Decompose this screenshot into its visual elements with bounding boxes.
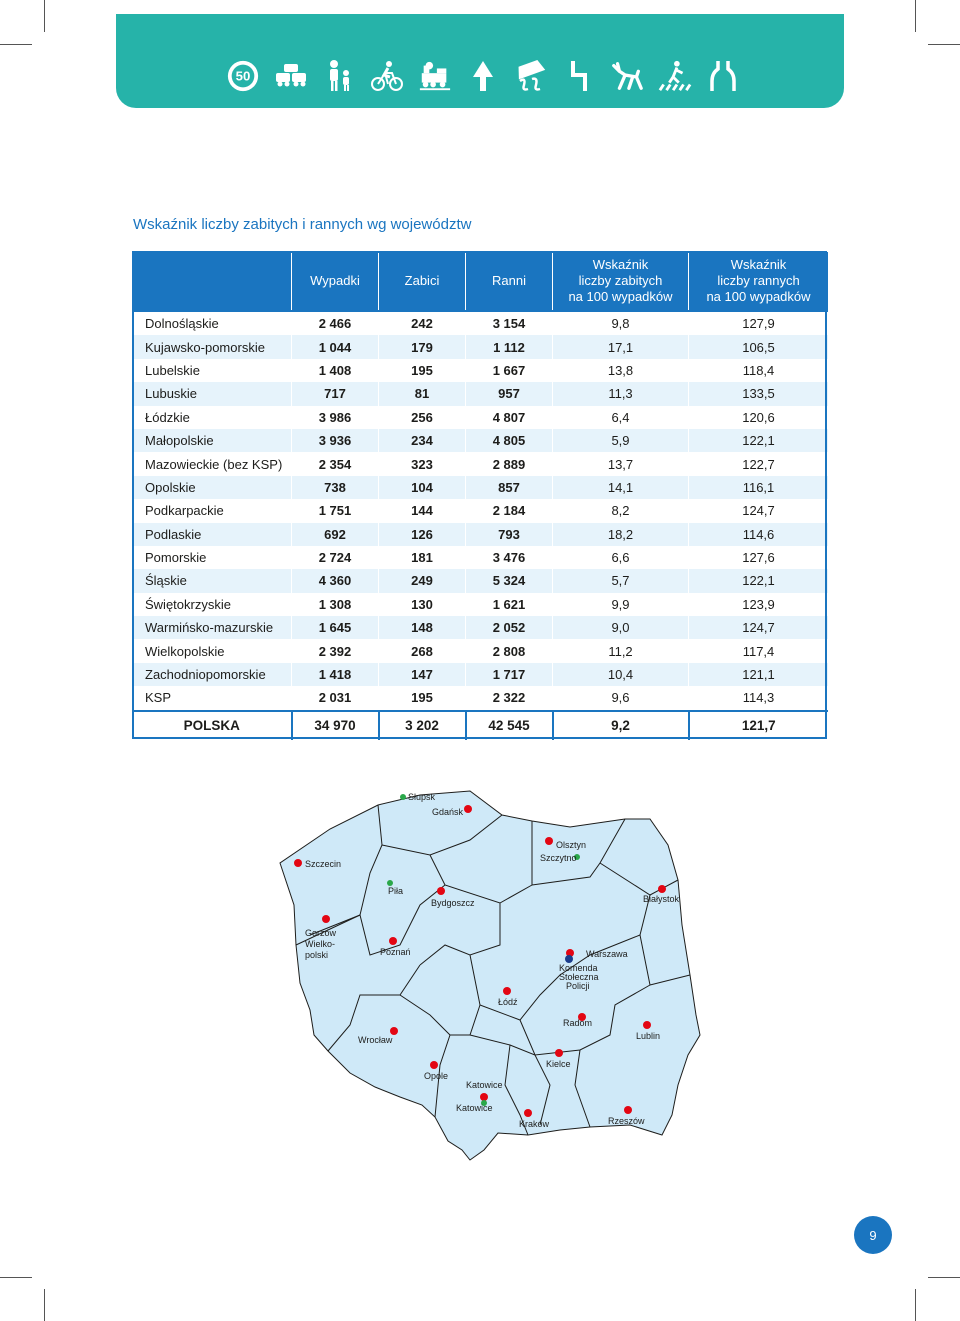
slupsk-marker <box>400 794 406 800</box>
total-zabici: 3 202 <box>379 711 466 740</box>
city-label: Bydgoszcz <box>431 898 475 908</box>
city-label: Gdańsk <box>432 807 464 817</box>
railway-crossing-icon <box>418 59 452 93</box>
wypadki-cell: 1 418 <box>292 663 379 686</box>
wskaznik-zabitych-cell: 17,1 <box>553 335 689 358</box>
total-wypadki: 34 970 <box>292 711 379 740</box>
wskaznik-zabitych-cell: 8,2 <box>553 499 689 522</box>
ranni-cell: 2 808 <box>466 639 553 662</box>
total-ranni: 42 545 <box>466 711 553 740</box>
ranni-cell: 3 476 <box>466 546 553 569</box>
table-row <box>133 406 828 429</box>
ranni-cell: 1 717 <box>466 663 553 686</box>
wypadki-cell: 1 751 <box>292 499 379 522</box>
table-header-row <box>133 252 828 311</box>
bydgoszcz-marker <box>437 887 445 895</box>
city-label: Gorzów <box>305 928 337 938</box>
ranni-cell: 857 <box>466 476 553 499</box>
ranni-cell: 1 667 <box>466 359 553 382</box>
city-label: Rzeszów <box>608 1116 645 1126</box>
wypadki-cell: 2 392 <box>292 639 379 662</box>
wskaznik-rannych-cell: 122,1 <box>689 429 829 452</box>
ranni-cell: 2 052 <box>466 616 553 639</box>
zabici-cell: 148 <box>379 616 466 639</box>
region-cell: Świętokrzyskie <box>133 593 292 616</box>
header-region <box>133 252 292 311</box>
wypadki-cell: 3 986 <box>292 406 379 429</box>
table-row <box>133 382 828 405</box>
region-cell: Lubelskie <box>133 359 292 382</box>
wskaznik-zabitych-cell: 18,2 <box>553 523 689 546</box>
total-wskaznik-rannych: 121,7 <box>689 711 829 740</box>
region-cell: Mazowieckie (bez KSP) <box>133 452 292 475</box>
road-narrowing-icon <box>706 59 740 93</box>
ranni-cell: 4 807 <box>466 406 553 429</box>
city-label: Policji <box>566 981 590 991</box>
ranni-cell: 4 805 <box>466 429 553 452</box>
region-cell: Dolnośląskie <box>133 311 292 335</box>
wskaznik-zabitych-cell: 9,0 <box>553 616 689 639</box>
region-cell: Łódzkie <box>133 406 292 429</box>
wskaznik-zabitych-cell: 9,8 <box>553 311 689 335</box>
speed-limit-50-icon <box>226 59 260 93</box>
wypadki-cell: 1 408 <box>292 359 379 382</box>
wypadki-cell: 4 360 <box>292 569 379 592</box>
total-wskaznik-zabitych: 9,2 <box>553 711 689 740</box>
traffic-jam-icon <box>274 59 308 93</box>
crop-mark <box>44 0 45 32</box>
wskaznik-rannych-cell: 122,1 <box>689 569 829 592</box>
table-row <box>133 593 828 616</box>
zabici-cell: 144 <box>379 499 466 522</box>
region-cell: Podlaskie <box>133 523 292 546</box>
header-ranni: Ranni <box>466 252 553 311</box>
krakow-marker <box>524 1109 532 1117</box>
pedestrian-crossing-icon <box>658 59 692 93</box>
city-label: Wielko- <box>305 939 336 949</box>
wroclaw-marker <box>390 1027 398 1035</box>
wypadki-cell: 3 936 <box>292 429 379 452</box>
zabici-cell: 195 <box>379 359 466 382</box>
wypadki-cell: 692 <box>292 523 379 546</box>
wskaznik-rannych-cell: 127,6 <box>689 546 829 569</box>
poland-police-map <box>270 785 710 1175</box>
ranni-cell: 3 154 <box>466 311 553 335</box>
crop-mark <box>44 1289 45 1321</box>
lublin-marker <box>643 1021 651 1029</box>
region-cell: Kujawsko-pomorskie <box>133 335 292 358</box>
katowice-marker <box>480 1093 488 1101</box>
wskaznik-rannych-cell: 118,4 <box>689 359 829 382</box>
wskaznik-zabitych-cell: 9,9 <box>553 593 689 616</box>
crop-mark <box>915 0 916 32</box>
zabici-cell: 242 <box>379 311 466 335</box>
zabici-cell: 323 <box>379 452 466 475</box>
wskaznik-zabitych-cell: 6,4 <box>553 406 689 429</box>
header-wypadki: Wypadki <box>292 252 379 311</box>
crop-mark <box>915 1289 916 1321</box>
region-cell: Warmińsko-mazurskie <box>133 616 292 639</box>
city-label: Radom <box>563 1018 593 1028</box>
bialystok-marker <box>658 885 666 893</box>
city-label: Opole <box>424 1071 449 1081</box>
ranni-cell: 2 889 <box>466 452 553 475</box>
wskaznik-rannych-cell: 122,7 <box>689 452 829 475</box>
statistics-table <box>133 252 828 740</box>
crop-mark <box>0 44 32 45</box>
region-cell: Lubuskie <box>133 382 292 405</box>
rzeszow-marker <box>624 1106 632 1114</box>
region-cell: Pomorskie <box>133 546 292 569</box>
wskaznik-rannych-cell: 116,1 <box>689 476 829 499</box>
ranni-cell: 793 <box>466 523 553 546</box>
wskaznik-zabitych-cell: 11,3 <box>553 382 689 405</box>
zabici-cell: 130 <box>379 593 466 616</box>
city-label: polski <box>305 950 329 960</box>
city-label: Olsztyn <box>556 840 587 850</box>
wskaznik-zabitych-cell: 11,2 <box>553 639 689 662</box>
table-row <box>133 359 828 382</box>
ranni-cell: 1 112 <box>466 335 553 358</box>
region-cell: Opolskie <box>133 476 292 499</box>
city-label: Kielce <box>546 1059 571 1069</box>
table-row <box>133 499 828 522</box>
lodz-marker <box>503 987 511 995</box>
region-cell: Małopolskie <box>133 429 292 452</box>
opole-marker <box>430 1061 438 1069</box>
ranni-cell: 5 324 <box>466 569 553 592</box>
ranni-cell: 2 184 <box>466 499 553 522</box>
zabici-cell: 81 <box>379 382 466 405</box>
table-row <box>133 452 828 475</box>
wypadki-cell: 2 031 <box>292 686 379 710</box>
city-label: Szczecin <box>305 859 342 869</box>
wskaznik-zabitych-cell: 13,8 <box>553 359 689 382</box>
city-label: Kraków <box>519 1119 550 1129</box>
table-row <box>133 663 828 686</box>
zabici-cell: 268 <box>379 639 466 662</box>
ksp-marker <box>565 955 573 963</box>
wskaznik-rannych-cell: 114,6 <box>689 523 829 546</box>
road-sign-icons <box>226 56 740 96</box>
wild-animals-icon <box>610 59 644 93</box>
city-label: Warszawa <box>586 949 628 959</box>
ranni-cell: 2 322 <box>466 686 553 710</box>
city-label: Wrocław <box>358 1035 393 1045</box>
header-wskaznik-rannych: Wskaźnik liczby rannych na 100 wypadków <box>689 252 829 311</box>
gdansk-marker <box>464 805 472 813</box>
wskaznik-zabitych-cell: 5,7 <box>553 569 689 592</box>
zabici-cell: 234 <box>379 429 466 452</box>
wskaznik-rannych-cell: 133,5 <box>689 382 829 405</box>
wskaznik-rannych-cell: 121,1 <box>689 663 829 686</box>
table-row <box>133 311 828 335</box>
wskaznik-rannych-cell: 124,7 <box>689 616 829 639</box>
city-label: Katowice <box>456 1103 493 1113</box>
wypadki-cell: 1 308 <box>292 593 379 616</box>
olsztyn-marker <box>545 837 553 845</box>
tree-icon <box>466 59 500 93</box>
gorzow-marker <box>322 915 330 923</box>
table-row <box>133 476 828 499</box>
cyclist-icon <box>370 59 404 93</box>
city-label: Stołeczna <box>559 972 599 982</box>
region-cell: Wielkopolskie <box>133 639 292 662</box>
wypadki-cell: 717 <box>292 382 379 405</box>
zabici-cell: 181 <box>379 546 466 569</box>
zabici-cell: 147 <box>379 663 466 686</box>
table-row <box>133 523 828 546</box>
wskaznik-zabitych-cell: 14,1 <box>553 476 689 499</box>
city-label: Słupsk <box>408 792 436 802</box>
table-row <box>133 429 828 452</box>
wskaznik-rannych-cell: 124,7 <box>689 499 829 522</box>
region-cell: KSP <box>133 686 292 710</box>
table-row <box>133 686 828 710</box>
total-name: POLSKA <box>133 711 292 740</box>
zabici-cell: 195 <box>379 686 466 710</box>
ranni-cell: 957 <box>466 382 553 405</box>
kielce-marker <box>555 1049 563 1057</box>
wskaznik-zabitych-cell: 13,7 <box>553 452 689 475</box>
header-wskaznik-zabitych: Wskaźnik liczby zabitych na 100 wypadków <box>553 252 689 311</box>
wskaznik-rannych-cell: 123,9 <box>689 593 829 616</box>
city-label: Lublin <box>636 1031 661 1041</box>
zabici-cell: 249 <box>379 569 466 592</box>
crop-mark <box>928 1277 960 1278</box>
wypadki-cell: 1 044 <box>292 335 379 358</box>
zabici-cell: 126 <box>379 523 466 546</box>
table-row <box>133 546 828 569</box>
wskaznik-rannych-cell: 114,3 <box>689 686 829 710</box>
winding-road-icon <box>562 59 596 93</box>
header-zabici: Zabici <box>379 252 466 311</box>
pedestrians-icon <box>322 59 356 93</box>
city-label: Katowice <box>466 1080 503 1090</box>
region-cell: Zachodniopomorskie <box>133 663 292 686</box>
total-row <box>133 711 828 740</box>
speed-limit-label: 50 <box>235 68 251 84</box>
zabici-cell: 256 <box>379 406 466 429</box>
page-number: 9 <box>854 1216 892 1254</box>
wypadki-cell: 1 645 <box>292 616 379 639</box>
city-label: Piła <box>388 886 404 896</box>
section-title: Wskaźnik liczby zabitych i rannych wg województw <box>133 216 472 233</box>
table-row <box>133 639 828 662</box>
table-row <box>133 616 828 639</box>
zabici-cell: 179 <box>379 335 466 358</box>
region-cell: Śląskie <box>133 569 292 592</box>
city-label: Komenda <box>559 963 598 973</box>
city-label: Szczytno <box>540 853 577 863</box>
wypadki-cell: 2 724 <box>292 546 379 569</box>
szczecin-marker <box>294 859 302 867</box>
wskaznik-zabitych-cell: 9,6 <box>553 686 689 710</box>
city-label: Łódź <box>498 997 518 1007</box>
zabici-cell: 104 <box>379 476 466 499</box>
ranni-cell: 1 621 <box>466 593 553 616</box>
poznan-marker <box>389 937 397 945</box>
wskaznik-zabitych-cell: 5,9 <box>553 429 689 452</box>
crop-mark <box>928 44 960 45</box>
wypadki-cell: 2 466 <box>292 311 379 335</box>
wskaznik-rannych-cell: 117,4 <box>689 639 829 662</box>
table-row <box>133 335 828 358</box>
city-label: Poznań <box>380 947 411 957</box>
crop-mark <box>0 1277 32 1278</box>
wskaznik-rannych-cell: 106,5 <box>689 335 829 358</box>
wypadki-cell: 2 354 <box>292 452 379 475</box>
table-row <box>133 569 828 592</box>
wskaznik-rannych-cell: 127,9 <box>689 311 829 335</box>
wskaznik-zabitych-cell: 10,4 <box>553 663 689 686</box>
slippery-road-icon <box>514 59 548 93</box>
region-cell: Podkarpackie <box>133 499 292 522</box>
wskaznik-zabitych-cell: 6,6 <box>553 546 689 569</box>
wypadki-cell: 738 <box>292 476 379 499</box>
city-label: Białystok <box>643 894 680 904</box>
wskaznik-rannych-cell: 120,6 <box>689 406 829 429</box>
